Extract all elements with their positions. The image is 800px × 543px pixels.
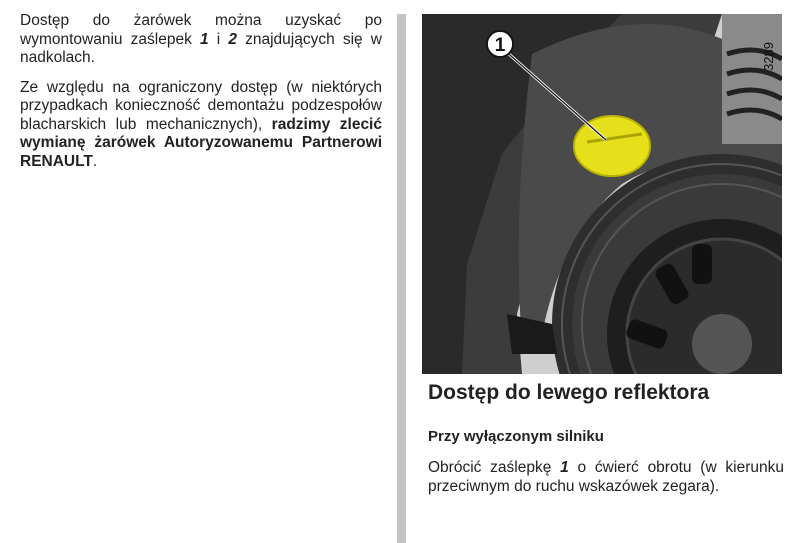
- column-divider: [397, 14, 406, 543]
- section-heading: Dostęp do lewego reflektora: [428, 381, 710, 404]
- left-column: [20, 12, 382, 182]
- ref-2: 2: [228, 30, 237, 48]
- wheel-arch-illustration: [422, 14, 782, 374]
- ref-1: 1: [199, 30, 209, 48]
- paragraph-recommendation: Ze względu na ograniczony dostęp (w niektórych przypadkach konieczność demontażu podzespołów blacharskich lub mechanicznych), radzimy zlecić wymianę żarówek Autoryzowanemu Partnerowi RENAULT.: [20, 78, 382, 170]
- recommendation-bold: radzimy zlecić wymianę żarówek Autoryzowanemu Partnerowi RENAULT: [20, 115, 382, 170]
- ref-1-instruction: 1: [560, 459, 569, 476]
- cover-cap: [574, 116, 650, 176]
- subheading: Przy wyłączonym silniku: [428, 428, 604, 445]
- figure-number: 3289: [761, 42, 776, 71]
- paragraph-access: Dostęp do żarówek można uzyskać po wymontowaniu zaślepek 1 i 2 znajdujących się w nadkolach.: [20, 12, 383, 66]
- callout-number: 1: [494, 35, 506, 56]
- instruction-text: Obrócić zaślepkę 1 o ćwierć obrotu (w kierunku przeciwnym do ruchu wskazówek zegara).: [428, 459, 784, 495]
- wheel-arch-photo: [422, 14, 782, 374]
